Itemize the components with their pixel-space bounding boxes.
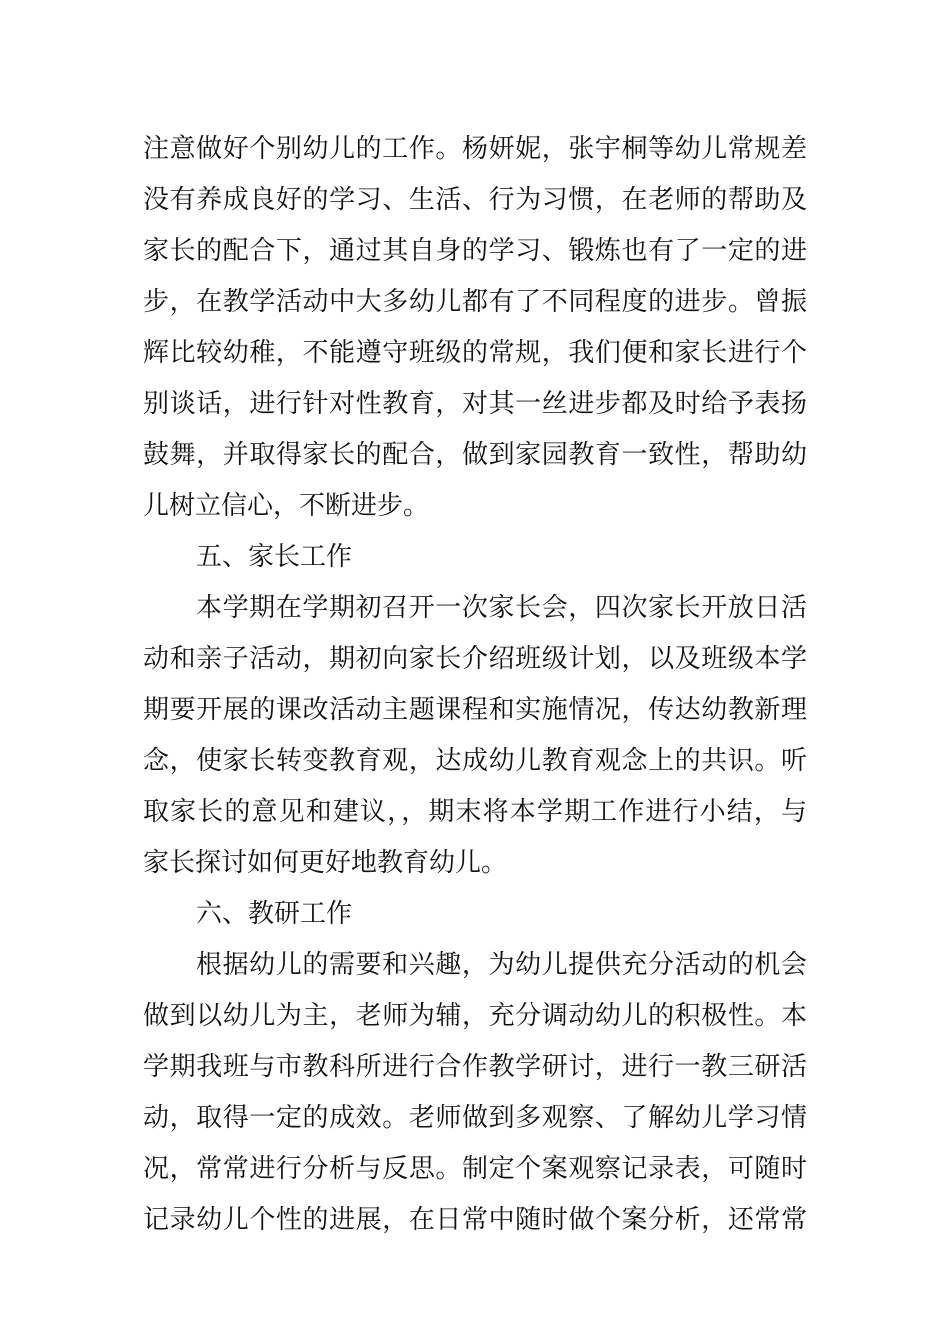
paragraph-line: 况，常常进行分析与反思。制定个案观察记录表，可随时 xyxy=(143,1154,807,1184)
paragraph-line: 做到以幼儿为主，老师为辅，充分调动幼儿的积极性。本 xyxy=(143,1001,807,1031)
paragraph-line: 根据幼儿的需要和兴趣，为幼儿提供充分活动的机会 xyxy=(196,950,807,980)
section-heading-parent-work: 五、家长工作 xyxy=(196,542,353,572)
paragraph-line: 儿树立信心，不断进步。 xyxy=(143,491,430,521)
paragraph-line: 动和亲子活动，期初向家长介绍班级计划，以及班级本学 xyxy=(143,644,807,674)
paragraph-line: 记录幼儿个性的进展，在日常中随时做个案分析，还常常 xyxy=(143,1205,807,1235)
paragraph-line: 没有养成良好的学习、生活、行为习惯，在老师的帮助及 xyxy=(143,185,807,215)
section-heading-teaching-research: 六、教研工作 xyxy=(196,899,353,929)
paragraph-line: 家长的配合下，通过其自身的学习、锻炼也有了一定的进 xyxy=(143,236,807,266)
paragraph-line: 注意做好个别幼儿的工作。杨妍妮，张宇桐等幼儿常规差 xyxy=(143,134,807,164)
paragraph-line: 步，在教学活动中大多幼儿都有了不同程度的进步。曾振 xyxy=(143,287,807,317)
paragraph-line: 辉比较幼稚，不能遵守班级的常规，我们便和家长进行个 xyxy=(143,338,807,368)
paragraph-line: 动，取得一定的成效。老师做到多观察、了解幼儿学习情 xyxy=(143,1103,807,1133)
paragraph-line: 鼓舞，并取得家长的配合，做到家园教育一致性，帮助幼 xyxy=(143,440,807,470)
paragraph-line: 学期我班与市教科所进行合作教学研讨，进行一教三研活 xyxy=(143,1052,807,1082)
paragraph-line: 本学期在学期初召开一次家长会，四次家长开放日活 xyxy=(196,593,807,623)
document-body xyxy=(143,124,807,1246)
paragraph-line: 家长探讨如何更好地教育幼儿。 xyxy=(143,848,508,878)
paragraph-line: 取家长的意见和建议，，期末将本学期工作进行小结，与 xyxy=(143,797,807,827)
paragraph-line: 念，使家长转变教育观，达成幼儿教育观念上的共识。听 xyxy=(143,746,807,776)
paragraph-line: 期要开展的课改活动主题课程和实施情况，传达幼教新理 xyxy=(143,695,807,725)
paragraph-line: 别谈话，进行针对性教育，对其一丝进步都及时给予表扬 xyxy=(143,389,807,419)
